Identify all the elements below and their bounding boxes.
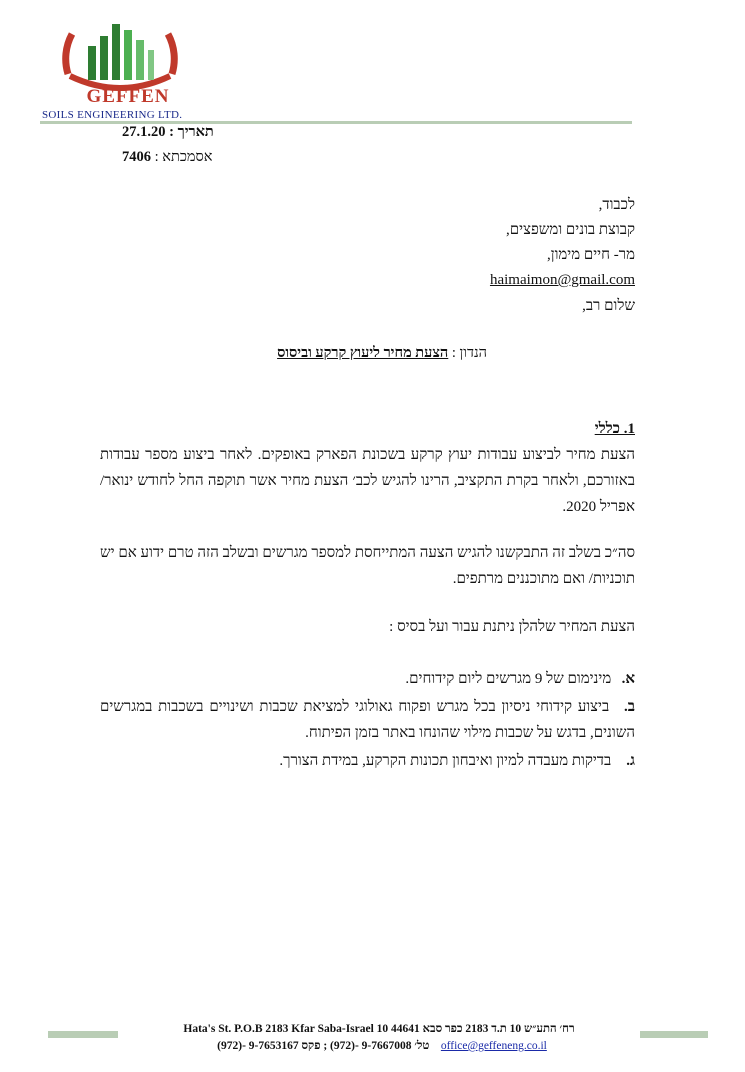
greeting: לכבוד, xyxy=(598,197,635,213)
subject-text: הצעת מחיר ליעוץ קרקע וביסוס xyxy=(277,345,449,361)
recipient-person: מר- חיים מימון, xyxy=(547,247,635,263)
salutation: שלום רב, xyxy=(582,298,635,314)
recipient-org: קבוצת בונים ומשפצים, xyxy=(506,222,635,238)
logo-emblem-icon xyxy=(62,14,178,94)
footer-email-link[interactable]: office@geffeneng.co.il xyxy=(440,1040,547,1052)
list-item xyxy=(100,666,635,692)
list-marker: ב. xyxy=(624,699,636,715)
date-label: תאריך : xyxy=(169,124,214,140)
reference-line xyxy=(122,149,212,166)
company-subtitle: SOILS ENGINEERING LTD. xyxy=(42,109,183,121)
section-title: 1. כללי xyxy=(594,421,635,437)
footer-address: רח׳ התע״ש 10 ת.ד 2183 כפר סבא 44641 10 Hata's St. P.O.B 2183 Kfar Saba-Israel xyxy=(183,1023,575,1035)
list-item-text: בדיקות מעבדה למיון ואיבחון תכונות הקרקע, במידת הצורך. xyxy=(279,753,612,769)
subject-line xyxy=(277,345,487,362)
list-marker: א. xyxy=(621,671,635,687)
list-item xyxy=(100,748,635,774)
list-item xyxy=(100,694,635,746)
footer-divider-left xyxy=(48,1031,118,1038)
list-item-text: ביצוע קידוחי ניסיון בכל מגרש ופקוח גאולוגי למציאת שכבות ושינויים בשכבות במגרשים השונים, בדגש על שכבות מילוי שהונחו באתר בזמן הפיתוח. xyxy=(100,699,635,741)
date-value: 27.1.20 xyxy=(122,124,166,140)
paragraph: סה״כ בשלב זה התבקשנו להגיש הצעה המתייחסת למספר מגרשים ובשלב הזה טרם ידוע אם יש תוכניות/ ואם מתוכננים מרתפים. xyxy=(100,545,635,587)
company-name: GEFFEN xyxy=(86,86,170,107)
date-line xyxy=(122,124,214,141)
recipient-email-line xyxy=(490,272,635,289)
subject-label: הנדון : xyxy=(451,345,487,361)
reference-value: 7406 xyxy=(122,149,151,165)
recipient-email-link[interactable]: haimaimon@gmail.com xyxy=(489,272,635,288)
list-marker: ג. xyxy=(626,753,635,769)
footer-contact xyxy=(178,1040,586,1052)
reference-label: אסמכתא : xyxy=(154,149,213,165)
paragraph: הצעת מחיר לביצוע עבודות יעוץ קרקע בשכונת הפארק באופקים. לאחר ביצוע מספר עבודות באזורכם, ולאחר בקרת התקציב, הרינו להגיש לכב׳ הצעת מחיר אשר תוקפה החל לחודש ינואר/ אפריל 2020. xyxy=(100,447,635,515)
paragraph: הצעת המחיר שלהלן ניתנת עבור ועל בסיס : xyxy=(389,619,635,635)
footer-phone-fax: טל׳ 9-7667008 -(972) ; פקס 9-7653167 -(972) xyxy=(217,1040,430,1052)
footer-divider-right xyxy=(640,1031,708,1038)
list-item-text: מינימום של 9 מגרשים ליום קידוחים. xyxy=(405,671,612,687)
company-logo xyxy=(40,14,200,126)
